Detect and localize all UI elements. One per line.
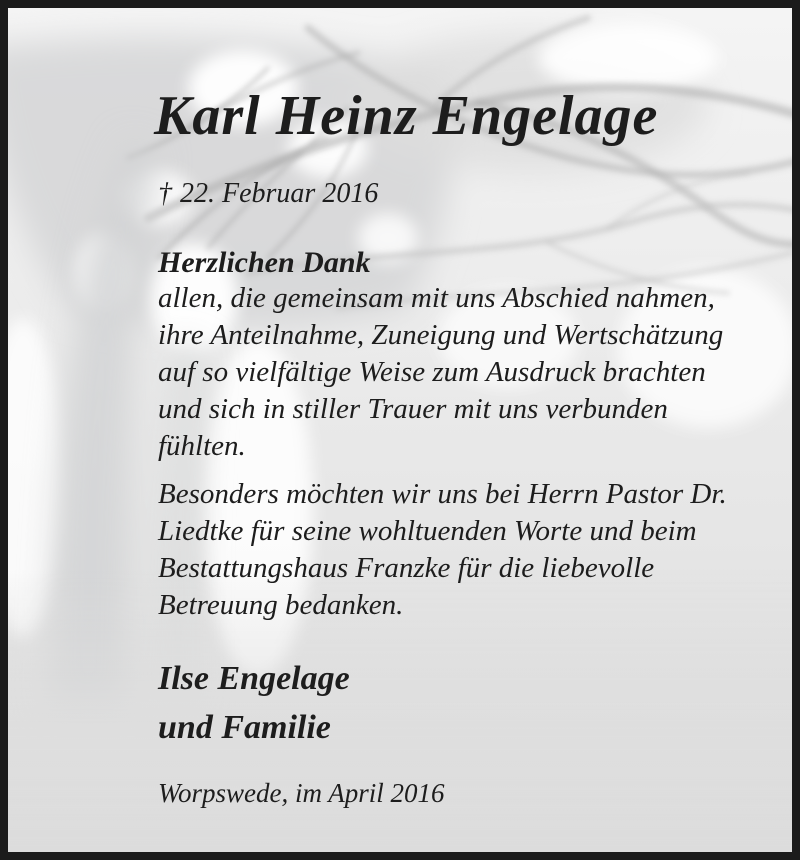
dagger-icon: † bbox=[158, 178, 172, 209]
signature-family: und Familie bbox=[158, 709, 331, 746]
paragraph-line: und sich in stiller Trauer mit uns verbunden bbox=[158, 393, 668, 425]
paragraph-line: Besonders möchten wir uns bei Herrn Pastor Dr. bbox=[158, 478, 727, 510]
paragraph-line: allen, die gemeinsam mit uns Abschied nahmen, bbox=[158, 282, 715, 314]
paragraph-line: Bestattungshaus Franzke für die liebevolle bbox=[158, 552, 655, 584]
obituary-notice bbox=[8, 8, 792, 852]
thanks-heading: Herzlichen Dank bbox=[158, 246, 371, 279]
paragraph-line: Liedtke für seine wohltuenden Worte und beim bbox=[158, 515, 697, 547]
special-thanks-paragraph bbox=[158, 476, 758, 624]
notice-content bbox=[8, 8, 792, 852]
death-date: 22. Februar 2016 bbox=[180, 178, 379, 209]
paragraph-line: auf so vielfältige Weise zum Ausdruck brachten bbox=[158, 356, 706, 388]
signature-block bbox=[158, 654, 350, 752]
deceased-name: Karl Heinz Engelage bbox=[154, 85, 659, 147]
place-and-date: Worpswede, im April 2016 bbox=[158, 778, 445, 808]
paragraph-line: ihre Anteilnahme, Zuneigung und Wertschätzung bbox=[158, 319, 724, 351]
signature-name: Ilse Engelage bbox=[158, 660, 350, 697]
thanks-paragraph bbox=[158, 280, 758, 465]
paragraph-line: fühlten. bbox=[158, 430, 246, 462]
death-date-line bbox=[158, 178, 378, 210]
paragraph-line: Betreuung bedanken. bbox=[158, 589, 404, 621]
